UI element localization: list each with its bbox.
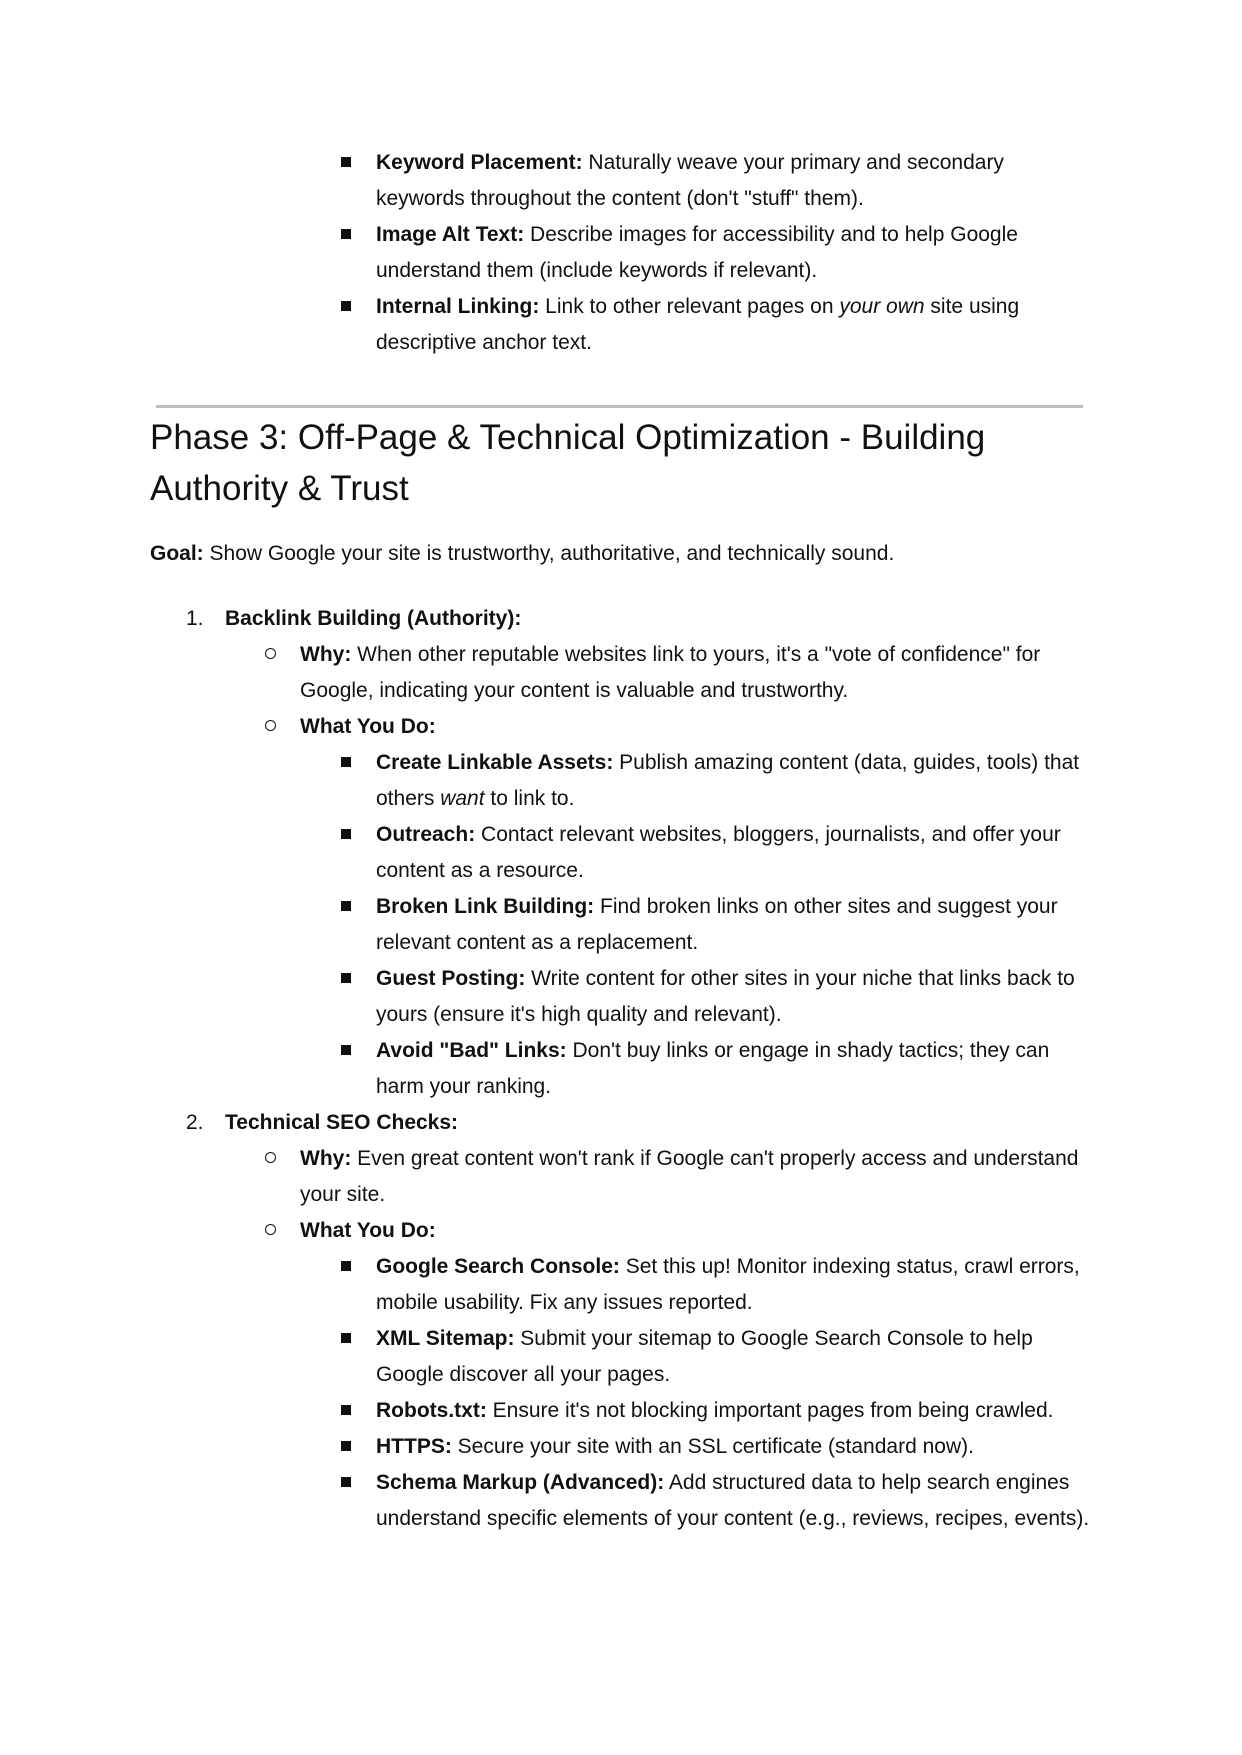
list-item-xml-sitemap: [376, 1321, 1096, 1393]
item-text: Submit your sitemap to Google Search Console to help Google discover all your pages.: [376, 1327, 1033, 1386]
item-text: Naturally weave your primary and secondary keywords throughout the content (don't "stuff" them).: [376, 151, 1004, 210]
square-bullet-icon: [341, 289, 351, 325]
circle-bullet-icon: [265, 637, 276, 673]
circle-bullet-icon: [265, 709, 276, 745]
list-item-internal-linking: [376, 289, 1096, 361]
why-paragraph: [300, 1141, 1100, 1213]
what-you-do-label: What You Do:: [300, 1219, 436, 1242]
item-label: Guest Posting:: [376, 967, 526, 990]
section-number: 2.: [186, 1111, 204, 1134]
goal-label: Goal:: [150, 542, 204, 565]
square-bullet-icon: [341, 961, 351, 997]
item-label: HTTPS:: [376, 1435, 452, 1458]
item-text: Link to other relevant pages on: [539, 295, 840, 318]
why-text: Even great content won't rank if Google can't properly access and understand your site.: [300, 1147, 1079, 1206]
list-item-google-search-console: [376, 1249, 1096, 1321]
item-text: to link to.: [484, 787, 575, 810]
item-text: Contact relevant websites, bloggers, journalists, and offer your content as a resource.: [376, 823, 1061, 882]
square-bullet-icon: [341, 1465, 351, 1501]
item-text: Ensure it's not blocking important pages from being crawled.: [486, 1399, 1054, 1422]
list-item-robots-txt: [376, 1393, 1116, 1429]
list-item-avoid-bad-links: [376, 1033, 1096, 1105]
square-bullet-icon: [341, 1393, 351, 1429]
item-label: Avoid "Bad" Links:: [376, 1039, 567, 1062]
square-bullet-icon: [341, 1249, 351, 1285]
square-bullet-icon: [341, 145, 351, 181]
why-paragraph: [300, 637, 1100, 709]
goal-paragraph: [150, 536, 1110, 572]
circle-bullet-icon: [265, 1213, 276, 1249]
square-bullet-icon: [341, 889, 351, 925]
section-number: 1.: [186, 607, 204, 630]
item-label: Robots.txt:: [376, 1399, 487, 1422]
why-label: Why:: [300, 1147, 352, 1170]
square-bullet-icon: [341, 1033, 351, 1069]
list-item-broken-link-building: [376, 889, 1096, 961]
list-item-guest-posting: [376, 961, 1096, 1033]
item-label: Keyword Placement:: [376, 151, 583, 174]
why-text: When other reputable websites link to yours, it's a "vote of confidence" for Google, indicating your content is valuable and trustworthy.: [300, 643, 1041, 702]
item-text: Find broken links on other sites and suggest your relevant content as a replacement.: [376, 895, 1058, 954]
item-label: Outreach:: [376, 823, 476, 846]
square-bullet-icon: [341, 217, 351, 253]
item-label: Internal Linking:: [376, 295, 540, 318]
list-item-outreach: [376, 817, 1096, 889]
list-item-schema-markup: [376, 1465, 1096, 1537]
list-item-image-alt-text: [376, 217, 1096, 289]
phase-heading: Phase 3: Off-Page & Technical Optimization - Building Authority & Trust: [150, 418, 986, 508]
item-text: Write content for other sites in your niche that links back to yours (ensure it's high quality and relevant).: [376, 967, 1075, 1026]
square-bullet-icon: [341, 745, 351, 781]
why-label: Why:: [300, 643, 352, 666]
section-title-technical-seo: Technical SEO Checks:: [225, 1111, 459, 1134]
square-bullet-icon: [341, 1321, 351, 1357]
item-text: Publish amazing content (data, guides, tools) that others: [376, 751, 1080, 810]
item-label: Google Search Console:: [376, 1255, 620, 1278]
list-item-keyword-placement: [376, 145, 1096, 217]
item-emphasis: want: [440, 787, 485, 810]
goal-text: Show Google your site is trustworthy, authoritative, and technically sound.: [203, 542, 895, 565]
horizontal-divider: [156, 405, 1083, 408]
item-label: Create Linkable Assets:: [376, 751, 614, 774]
what-you-do-label: What You Do:: [300, 715, 436, 738]
circle-bullet-icon: [265, 1141, 276, 1177]
item-label: Image Alt Text:: [376, 223, 525, 246]
item-label: Broken Link Building:: [376, 895, 595, 918]
list-item-https: [376, 1429, 1096, 1465]
item-label: Schema Markup (Advanced):: [376, 1471, 665, 1494]
list-item-create-linkable-assets: [376, 745, 1096, 817]
item-text: Add structured data to help search engines understand specific elements of your content (e.g., reviews, recipes, events).: [376, 1471, 1090, 1530]
item-text: site using descriptive anchor text.: [376, 295, 1020, 354]
section-title-backlink-building: Backlink Building (Authority):: [225, 607, 522, 630]
item-label: XML Sitemap:: [376, 1327, 515, 1350]
item-text: Don't buy links or engage in shady tactics; they can harm your ranking.: [376, 1039, 1050, 1098]
item-emphasis: your own: [839, 295, 925, 318]
item-text: Set this up! Monitor indexing status, crawl errors, mobile usability. Fix any issues reported.: [376, 1255, 1080, 1314]
item-text: Describe images for accessibility and to help Google understand them (include keywords if relevant).: [376, 223, 1018, 282]
square-bullet-icon: [341, 817, 351, 853]
item-text: Secure your site with an SSL certificate (standard now).: [451, 1435, 974, 1458]
square-bullet-icon: [341, 1429, 351, 1465]
